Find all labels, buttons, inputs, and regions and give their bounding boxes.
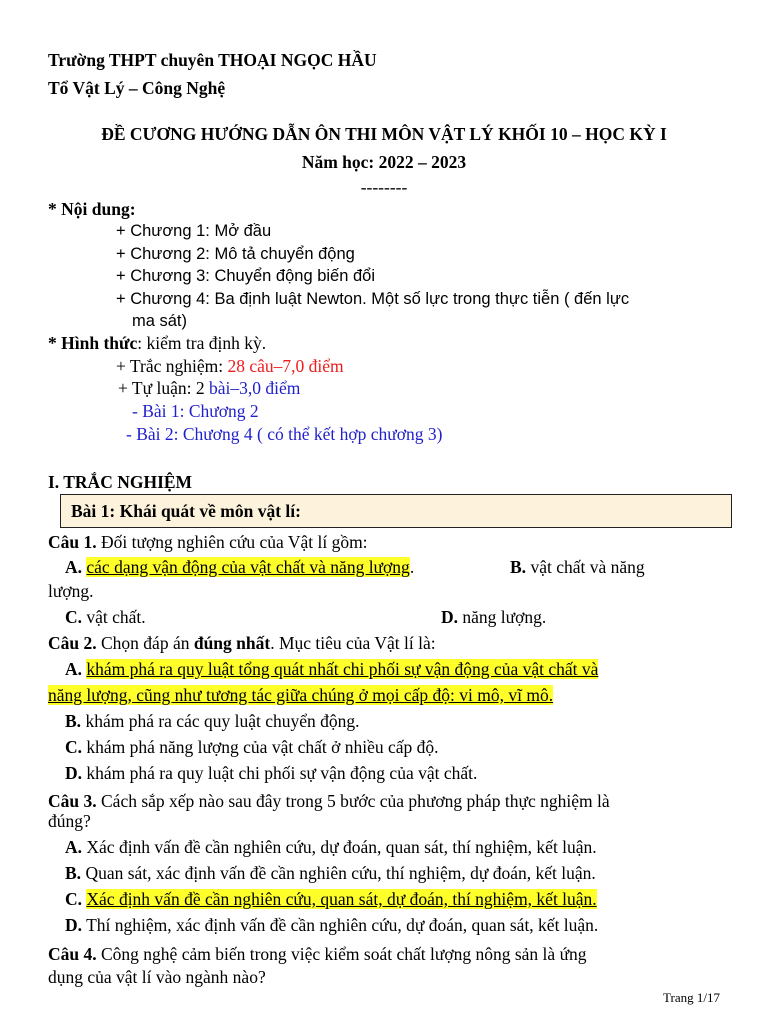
q4-text-line2: dụng của vật lí vào ngành nào? xyxy=(48,967,266,987)
q2-option-b xyxy=(65,710,360,732)
q1-label: Câu 1. xyxy=(48,532,97,552)
q1-a-label: A. xyxy=(65,557,83,577)
document-title: ĐỀ CƯƠNG HƯỚNG DẪN ÔN THI MÔN VẬT LÝ KHỐI 10 – HỌC KỲ I xyxy=(101,124,667,144)
question-3 xyxy=(48,790,610,812)
q3-d-text: Thí nghiệm, xác định vấn đề cần nghiên cứu, dự đoán, quan sát, kết luận. xyxy=(82,915,599,935)
essay-line xyxy=(118,377,300,399)
school-year: Năm học: 2022 – 2023 xyxy=(301,152,467,172)
q1-c-label: C. xyxy=(65,607,83,627)
chapter-2: + Chương 2: Mô tả chuyển động xyxy=(116,245,355,263)
q2-c-text: khám phá năng lượng của vật chất ở nhiều cấp độ. xyxy=(82,737,439,757)
q2-option-d xyxy=(65,762,477,784)
q3-a-label: A. xyxy=(65,837,83,857)
format-heading: * Hình thức xyxy=(48,333,138,353)
question-4 xyxy=(48,943,587,965)
q3-d-label: D. xyxy=(65,915,83,935)
q3-a-text: Xác định vấn đề cần nghiên cứu, dự đoán, quan sát, thí nghiệm, kết luận. xyxy=(82,837,597,857)
q2-d-label: D. xyxy=(65,763,83,783)
q1-d-text: năng lượng. xyxy=(458,607,547,627)
q3-b-text: Quan sát, xác định vấn đề cần nghiên cứu, thí nghiệm, dự đoán, kết luận. xyxy=(81,863,596,883)
lesson-title: Bài 1: Khái quát về môn vật lí: xyxy=(71,501,301,521)
q1-a-answer: các dạng vận động của vật chất và năng lượng xyxy=(86,557,410,577)
q1-option-a xyxy=(65,556,414,578)
mc-prefix: + Trắc nghiệm: xyxy=(116,356,228,376)
essay-value: bài–3,0 điểm xyxy=(208,378,301,398)
chapter-3: + Chương 3: Chuyển động biến đổi xyxy=(116,267,376,285)
lesson-box xyxy=(60,494,732,528)
q1-a-tail: . xyxy=(409,557,415,577)
question-1 xyxy=(48,531,368,553)
q2-option-a-cont xyxy=(48,684,553,706)
content-heading: * Nội dung: xyxy=(48,199,136,219)
q2-text-post: . Mục tiêu của Vật lí là: xyxy=(270,633,436,653)
q1-b-text: vật chất và năng xyxy=(526,557,645,577)
q2-a-answer-line1: khám phá ra quy luật tổng quát nhất chi phối sự vận động của vật chất và xyxy=(86,659,599,679)
q2-a-answer-line2: năng lượng, cũng như tương tác giữa chúng ở mọi cấp độ: vi mô, vĩ mô. xyxy=(48,685,554,705)
q1-option-d xyxy=(441,606,546,628)
essay-item-1: - Bài 1: Chương 2 xyxy=(132,401,259,421)
q1-c-text: vật chất. xyxy=(82,607,146,627)
q1-d-label: D. xyxy=(441,607,459,627)
mc-line xyxy=(116,355,344,377)
q3-option-c xyxy=(65,888,597,910)
q2-option-a xyxy=(65,658,598,680)
chapter-4-cont: ma sát) xyxy=(132,312,188,330)
q2-option-c xyxy=(65,736,439,758)
q2-text-bold: đúng nhất xyxy=(193,633,271,653)
q3-text-line1: Cách sắp xếp nào sau đây trong 5 bước của phương pháp thực nghiệm là xyxy=(96,791,610,811)
q1-option-b xyxy=(510,556,645,578)
q2-b-text: khám phá ra các quy luật chuyển động. xyxy=(81,711,360,731)
q1-text: Đối tượng nghiên cứu của Vật lí gồm: xyxy=(96,532,368,552)
q3-option-b xyxy=(65,862,596,884)
q3-label: Câu 3. xyxy=(48,791,97,811)
q3-text-line2: đúng? xyxy=(48,811,91,831)
mc-value: 28 câu–7,0 điểm xyxy=(227,356,344,376)
q1-b-cont: lượng. xyxy=(48,581,94,601)
q2-c-label: C. xyxy=(65,737,83,757)
school-name: Trường THPT chuyên THOẠI NGỌC HẦU xyxy=(48,50,377,70)
q2-text-pre: Chọn đáp án xyxy=(96,633,194,653)
q1-b-label: B. xyxy=(510,557,527,577)
q2-a-label: A. xyxy=(65,659,83,679)
format-heading-rest: : kiểm tra định kỳ. xyxy=(137,333,267,353)
department-name: Tổ Vật Lý – Công Nghệ xyxy=(48,78,226,98)
chapter-4: + Chương 4: Ba định luật Newton. Một số lực trong thực tiễn ( đến lực xyxy=(116,290,630,308)
section-title: I. TRẮC NGHIỆM xyxy=(48,472,193,492)
page-number: Trang 1/17 xyxy=(663,990,720,1005)
q4-label: Câu 4. xyxy=(48,944,97,964)
q3-option-d xyxy=(65,914,598,936)
format-line xyxy=(48,332,266,354)
q3-option-a xyxy=(65,836,597,858)
chapter-1: + Chương 1: Mở đầu xyxy=(116,222,272,240)
q3-b-label: B. xyxy=(65,863,82,883)
q1-option-c xyxy=(65,606,146,628)
q4-text-line1: Công nghệ cảm biến trong việc kiểm soát chất lượng nông sản là ứng xyxy=(96,944,587,964)
q2-d-text: khám phá ra quy luật chi phối sự vận động của vật chất. xyxy=(82,763,478,783)
q2-b-label: B. xyxy=(65,711,82,731)
divider: -------- xyxy=(360,177,408,197)
q3-c-answer: Xác định vấn đề cần nghiên cứu, quan sát, dự đoán, thí nghiệm, kết luận. xyxy=(86,889,597,909)
q3-c-label: C. xyxy=(65,889,83,909)
essay-prefix: + Tự luận: 2 xyxy=(118,378,209,398)
q2-label: Câu 2. xyxy=(48,633,97,653)
question-2 xyxy=(48,632,436,654)
essay-item-2: - Bài 2: Chương 4 ( có thể kết hợp chương 3) xyxy=(126,424,443,444)
